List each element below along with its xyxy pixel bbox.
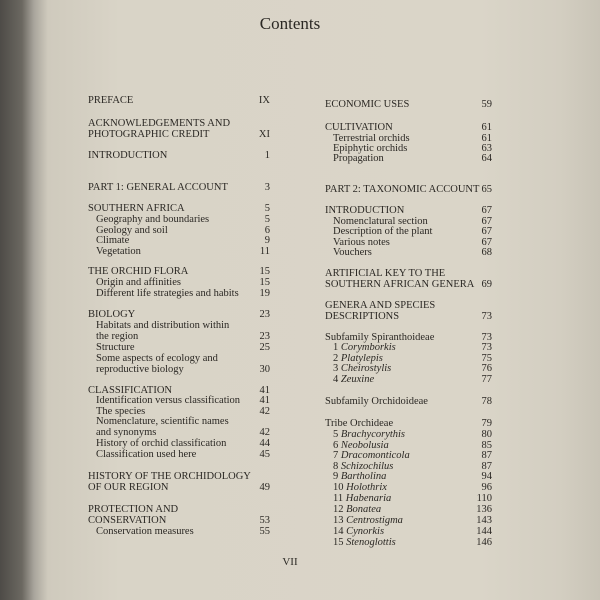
toc-entry-title: Terrestrial orchids: [333, 133, 410, 144]
toc-page-number: 69: [481, 279, 492, 290]
toc-page-number: 44: [259, 438, 270, 449]
toc-entry-title: Geology and soil: [96, 225, 168, 236]
toc-page-number: 5: [264, 214, 270, 225]
toc-entry: [88, 95, 133, 107]
toc-entry-title: Nomenclatural section: [333, 216, 428, 227]
toc-entry-title: Epiphytic orchids: [333, 143, 408, 154]
toc-entry-title: SOUTHERN AFRICA: [88, 203, 185, 214]
toc-entry-title: Bartholina: [340, 471, 387, 482]
toc-entry-title: The species: [96, 406, 146, 417]
toc-page-number: IX: [258, 95, 270, 106]
toc-page-number: 75: [481, 353, 492, 364]
toc-entry-title: reproductive biology: [96, 364, 184, 375]
toc-page-number: XI: [258, 129, 270, 140]
toc-entry-title: Bonatea: [346, 504, 382, 515]
genus-number: 10: [333, 482, 344, 493]
toc-entry-title: Habenaria: [345, 493, 392, 504]
toc-page-number: 9: [264, 235, 270, 246]
toc-page-number: 41: [259, 395, 270, 406]
toc-entry-title: Some aspects of ecology and: [96, 353, 218, 364]
toc-entry: [96, 364, 184, 376]
toc-page-number: 87: [481, 461, 492, 472]
toc-page-number: 6: [264, 225, 270, 236]
toc-page-number: 55: [259, 526, 270, 537]
toc-page-number: 59: [481, 99, 492, 110]
toc-page-number: 42: [259, 427, 270, 438]
toc-page-number: 79: [481, 418, 492, 429]
toc-page-number: 15: [259, 277, 270, 288]
toc-entry-title: Schizochilus: [340, 461, 394, 472]
toc-entry-title: Subfamily Spiranthoideae: [325, 332, 435, 343]
toc-page-number: 68: [481, 247, 492, 258]
toc-page-number: 63: [481, 143, 492, 154]
toc-entry-title: Neobolusia: [340, 440, 389, 451]
toc-entry: [325, 99, 409, 111]
toc-entry-title: Cheirostylis: [340, 363, 392, 374]
toc-entry-title: PHOTOGRAPHIC CREDIT: [88, 129, 210, 140]
toc-entry: [88, 482, 169, 494]
toc-page-number: 77: [481, 374, 492, 385]
toc-entry-title: Different life strategies and habits: [96, 288, 239, 299]
toc-page-number: 136: [476, 504, 492, 515]
toc-entry-title: INTRODUCTION: [325, 205, 405, 216]
toc-page-number: 73: [481, 332, 492, 343]
toc-entry-title: ECONOMIC USES: [325, 99, 410, 110]
toc-page-number: 45: [259, 449, 270, 460]
toc-page-number: 1: [264, 150, 270, 161]
toc-entry: [96, 246, 141, 258]
toc-page-number: 64: [481, 153, 492, 164]
toc-page-number: 11: [259, 246, 270, 257]
toc-page-number: 53: [259, 515, 270, 526]
toc-entry-title: OF OUR REGION: [88, 482, 169, 493]
toc-page-number: 143: [476, 515, 492, 526]
toc-entry-title: Conservation measures: [96, 526, 194, 537]
toc-entry-title: SOUTHERN AFRICAN GENERA: [325, 279, 475, 290]
toc-page-number: 110: [476, 493, 492, 504]
toc-page-number: 96: [481, 482, 492, 493]
toc-entry-title: Habitats and distribution within: [96, 320, 230, 331]
toc-entry-title: Platylepis: [340, 353, 383, 364]
toc-entry-title: Climate: [96, 235, 130, 246]
genus-number: 6: [333, 440, 339, 451]
toc-entry-title: BIOLOGY: [88, 309, 136, 320]
toc-page-number: 19: [259, 288, 270, 299]
genus-number: 9: [333, 471, 339, 482]
toc-page-number: 67: [481, 226, 492, 237]
toc-page-number: 78: [481, 396, 492, 407]
toc-page-number: 15: [259, 266, 270, 277]
toc-page-number: 61: [481, 122, 492, 133]
genus-number: 5: [333, 429, 339, 440]
toc-entry-title: Brachycorythis: [340, 429, 406, 440]
page-number: VII: [282, 556, 298, 568]
toc-page-number: 85: [481, 440, 492, 451]
toc-entry-title: History of orchid classification: [96, 438, 227, 449]
toc-entry-title: CLASSIFICATION: [88, 385, 173, 396]
toc-entry-title: Geography and boundaries: [96, 214, 210, 225]
toc-entry-title: Identification versus classification: [96, 395, 241, 406]
toc-page-number: 49: [259, 482, 270, 493]
toc-entry: [96, 288, 239, 300]
toc-entry-title: INTRODUCTION: [88, 150, 168, 161]
toc-entry: [88, 150, 167, 162]
toc-page-number: 144: [476, 526, 492, 537]
toc-entry: [333, 537, 396, 549]
toc-page-number: 67: [481, 237, 492, 248]
toc-entry-title: PART 1: GENERAL ACCOUNT: [88, 182, 228, 193]
toc-entry-title: Nomenclature, scientific names: [96, 416, 229, 427]
toc-page-number: 80: [481, 429, 492, 440]
toc-entry: [96, 526, 194, 538]
toc-page-number: 42: [259, 406, 270, 417]
toc-entry-title: Holothrix: [346, 482, 387, 493]
toc-entry-title: Classification used here: [96, 449, 197, 460]
toc-entry-title: PROTECTION AND: [88, 504, 179, 515]
toc-entry-title: Zeuxine: [340, 374, 375, 385]
toc-page-number: 67: [481, 216, 492, 227]
toc-entry-title: Corymborkis: [340, 342, 396, 353]
toc-entry-title: Various notes: [333, 237, 390, 248]
toc-page-number: 87: [481, 450, 492, 461]
genus-number: 11: [333, 493, 344, 504]
toc-page-number: 76: [481, 363, 492, 374]
toc-entry-title: Dracomonticola: [340, 450, 410, 461]
toc-entry-title: PREFACE: [88, 95, 134, 106]
toc-entry-title: THE ORCHID FLORA: [88, 266, 189, 277]
toc-page-number: 61: [481, 133, 492, 144]
toc-page-number: 67: [481, 205, 492, 216]
toc-entry-title: Vegetation: [96, 246, 141, 257]
toc-entry-title: Origin and affinities: [96, 277, 181, 288]
toc-entry-title: PART 2: TAXONOMIC ACCOUNT: [325, 184, 480, 195]
toc-entry-title: CONSERVATION: [88, 515, 167, 526]
toc-page-number: 41: [259, 385, 270, 396]
toc-entry-title: Propagation: [333, 153, 384, 164]
toc-page-number: 23: [259, 309, 270, 320]
genus-number: 2: [333, 353, 339, 364]
genus-number: 3: [333, 363, 339, 374]
toc-page-number: 73: [481, 342, 492, 353]
toc-entry-title: Cynorkis: [346, 526, 385, 537]
toc-entry-title: Structure: [96, 342, 135, 353]
toc-page-number: 65: [481, 184, 492, 195]
genus-number: 4: [333, 374, 339, 385]
toc-entry: [333, 247, 372, 259]
genus-number: 8: [333, 461, 339, 472]
genus-number: 12: [333, 504, 344, 515]
toc-page-number: 23: [259, 331, 270, 342]
toc-entry-title: HISTORY OF THE ORCHIDOLOGY: [88, 471, 251, 482]
genus-number: 14: [333, 526, 344, 537]
toc-page-number: 25: [259, 342, 270, 353]
toc-page-number: 5: [264, 203, 270, 214]
toc-entry-title: Vouchers: [333, 247, 372, 258]
toc-entry-title: Tribe Orchideae: [325, 418, 394, 429]
toc-entry-title: DESCRIPTIONS: [325, 311, 400, 322]
genus-number: 7: [333, 450, 339, 461]
genus-number: 15: [333, 537, 344, 548]
toc-page-number: 30: [259, 364, 270, 375]
toc-entry: [88, 182, 228, 194]
genus-number: 1: [333, 342, 339, 353]
toc-entry-title: Description of the plant: [333, 226, 433, 237]
toc-page-number: 73: [481, 311, 492, 322]
toc-entry-title: and synonyms: [96, 427, 157, 438]
toc-page-number: 3: [264, 182, 270, 193]
page-title: Contents: [259, 14, 321, 33]
toc-entry-title: Stenoglottis: [346, 537, 396, 548]
toc-entry: [325, 311, 399, 323]
toc-page-number: 146: [476, 537, 492, 548]
toc-entry: [96, 449, 196, 461]
toc-entry: [333, 374, 374, 386]
toc-entry: [325, 396, 428, 408]
toc-entry-title: Centrostigma: [346, 515, 403, 526]
toc-entry-title: CULTIVATION: [325, 122, 393, 133]
toc-entry-title: Subfamily Orchidoideae: [325, 396, 428, 407]
genus-number: 13: [333, 515, 344, 526]
toc-entry: [333, 153, 384, 165]
toc-entry-title: ACKNOWLEDGEMENTS AND: [88, 118, 231, 129]
toc-entry-title: ARTIFICIAL KEY TO THE: [325, 268, 446, 279]
toc-entry: [88, 129, 209, 141]
toc-entry-title: GENERA AND SPECIES: [325, 300, 436, 311]
toc-entry-title: the region: [96, 331, 139, 342]
toc-page-number: 94: [481, 471, 492, 482]
